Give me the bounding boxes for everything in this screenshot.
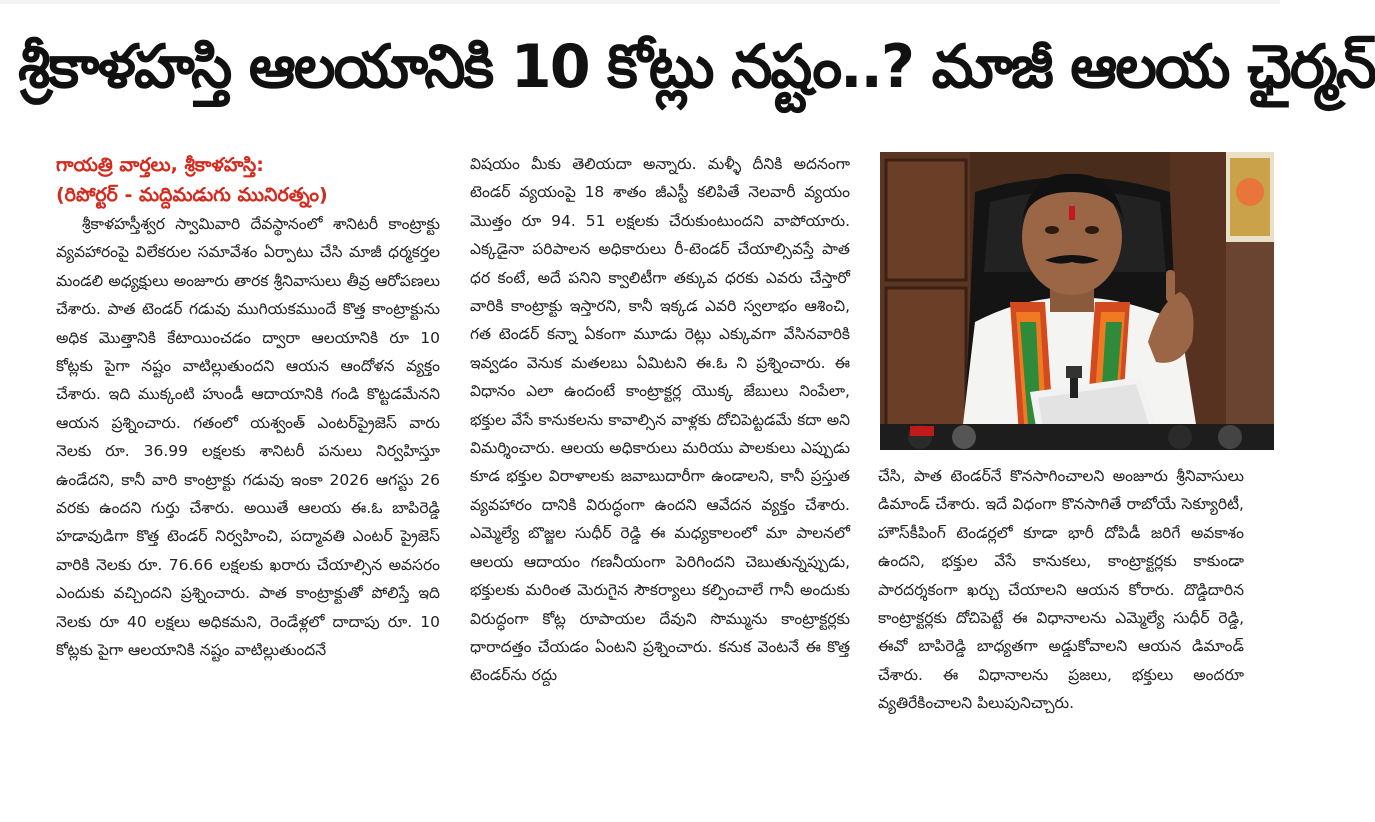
byline-source: గాయత్రి వార్తలు, శ్రీకాళహస్తి: <box>56 154 264 176</box>
article-column-3 <box>878 462 1244 802</box>
top-divider <box>0 0 1280 4</box>
headline: శ్రీకాళహస్తి ఆలయానికి 10 కోట్లు నష్టం..? మాజీ ఆలయ ఛైర్మన్ <box>18 32 1375 102</box>
press-conference-photo <box>880 152 1274 450</box>
article-paragraph: చేసి, పాత టెండర్‌నే కొనసాగించాలని అంజూరు శ్రీనివాసులు డిమాండ్ చేశారు. ఇదే విధంగా కొనసాగితే రాబోయే సెక్యూరిటీ, హౌస్‌కీపింగ్ టెండర్లలో కూడా భారీ దోపిడీ జరిగే అవకాశం ఉందని, భక్తుల వేసే కానుకలు, కాంట్రాక్టర్లకు కాకుండా పారదర్శకంగా ఖర్చు చేయాలని ఆయన కోరారు. దొడ్డిదారిన కాంట్రాక్టర్లకు దోచిపెట్టే ఈ విధానాలను ఎమ్మెల్యే సుధీర్ రెడ్డి, ఈవో బాపిరెడ్డి బాధ్యతగా అడ్డుకోవాలని ఆయన డిమాండ్ చేశారు. ఈ విధానాలను ప్రజలు, భక్తులు అందరూ వ్యతిరేకించాలని పిలుపునిచ్చారు. <box>878 467 1244 713</box>
photo-illustration <box>880 152 1274 450</box>
article-column-1 <box>56 210 440 806</box>
article-paragraph: శ్రీకాళహస్తీశ్వర స్వామివారి దేవస్థానంలో శానిటరీ కాంట్రాక్టు వ్యవహారంపై విలేకరుల సమావేశం ఏర్పాటు చేసి మాజీ ధర్మకర్తల మండలి అధ్యక్షులు అంజూరు తారక శ్రీనివాసులు తీవ్ర ఆరోపణలు చేశారు. పాత టెండర్ గడువు ముగియకముందే కొత్త కాంట్రాక్టును అధిక మొత్తానికి కేటాయించడం ద్వారా ఆలయానికి రూ 10 కోట్లకు పైగా నష్టం వాటిల్లుతుందని ఆయన ఆందోళన వ్యక్తం చేశారు. ఇది ముక్కంటి హుండీ ఆదాయానికి గండి కొట్టడమేనని ఆయన ప్రశ్నించారు. గతంలో యశ్వంత్ ఎంటర్‌ప్రైజెస్ వారు నెలకు రూ. 36.99 లక్షలకు శానిటరీ పనులు నిర్వహిస్తూ ఉండేదని, కానీ వారి కాంట్రాక్టు గడువు ఇంకా 2026 ఆగస్టు 26 వరకు ఉందని గుర్తు చేశారు. అయితే ఆలయ ఈ.ఓ బాపిరెడ్డి హడావుడిగా కొత్త టెండర్ నిర్వహించి, పద్మావతి ఎంటర్ ప్రైజెస్ వారికి నెలకు రూ. 76.66 లక్షలకు ఖరారు చేయాల్సిన అవసరం ఎందుకు వచ్చిందని ప్రశ్నించారు. పాత కాంట్రాక్టుతో పోలిస్తే ఇది నెలకు రూ 40 లక్షలు అధికమని, రెండేళ్లలో దాదాపు రూ. 10 కోట్లకు పైగా ఆలయానికి నష్టం వాటిల్లుతుందనే <box>56 215 440 660</box>
article-paragraph: విషయం మీకు తెలియదా అన్నారు. మళ్ళీ దీనికి అదనంగా టెండర్ వ్యయంపై 18 శాతం జీఎస్టీ కలిపితే నెలవారీ వ్యయం మొత్తం రూ 94. 51 లక్షలకు చేరుకుంటుందని వాపోయారు. ఎక్కడైనా పరిపాలన అధికారులు రీ-టెండర్ చేయాల్సివస్తే పాత ధర కంటే, అదే పనిని క్వాలిటీగా తక్కువ ధరకు ఎవరు చేస్తారో వారికి కాంట్రాక్టు ఇస్తారని, కానీ ఇక్కడ ఎవరి స్వలాభం ఆశించి, గత టెండర్ కన్నా ఏకంగా మూడు రెట్లు ఎక్కువగా వేసినవారికి ఇవ్వడం వెనుక మతలబు ఏమిటని ఈ.ఓ ని ప్రశ్నించారు. ఈ విధానం ఎలా ఉందంటే కాంట్రాక్టర్ల యొక్క జేబులు నింపేలా, భక్తుల వేసే కానుకలను కావాల్సిన వాళ్లకు దోచిపెట్టడమే కదా అని విమర్శించారు. ఆలయ అధికారులు మరియు పాలకులు ఎప్పుడు కూడ భక్తుల విరాళాలకు జవాబుదారీగా ఉండాలని, కానీ ప్రస్తుత వ్యవహారం దానికి విరుద్ధంగా ఉందని ఆవేదన వ్యక్తం చేశారు. ఎమ్మెల్యే బొజ్జల సుధీర్ రెడ్డి ఈ మధ్యకాలంలో మా పాలనలో ఆలయ ఆదాయం గణనీయంగా పెరిగిందని చెబుతున్నప్పుడు, భక్తులకు మరింత మెరుగైన సౌకర్యాలు కల్పించాలే గానీ అందుకు విరుద్ధంగా కోట్ల రూపాయల దేవుని సొమ్మును కాంట్రాక్టర్లకు ధారాదత్తం చేయడం ఏంటని ప్రశ్నించారు. కనుక వెంటనే ఈ కొత్త టెండర్‌ను రద్దు <box>470 155 850 685</box>
byline-reporter: (రిపోర్టర్ - మద్దిమడుగు మునిరత్నం) <box>56 184 328 206</box>
article-column-2 <box>470 150 850 818</box>
